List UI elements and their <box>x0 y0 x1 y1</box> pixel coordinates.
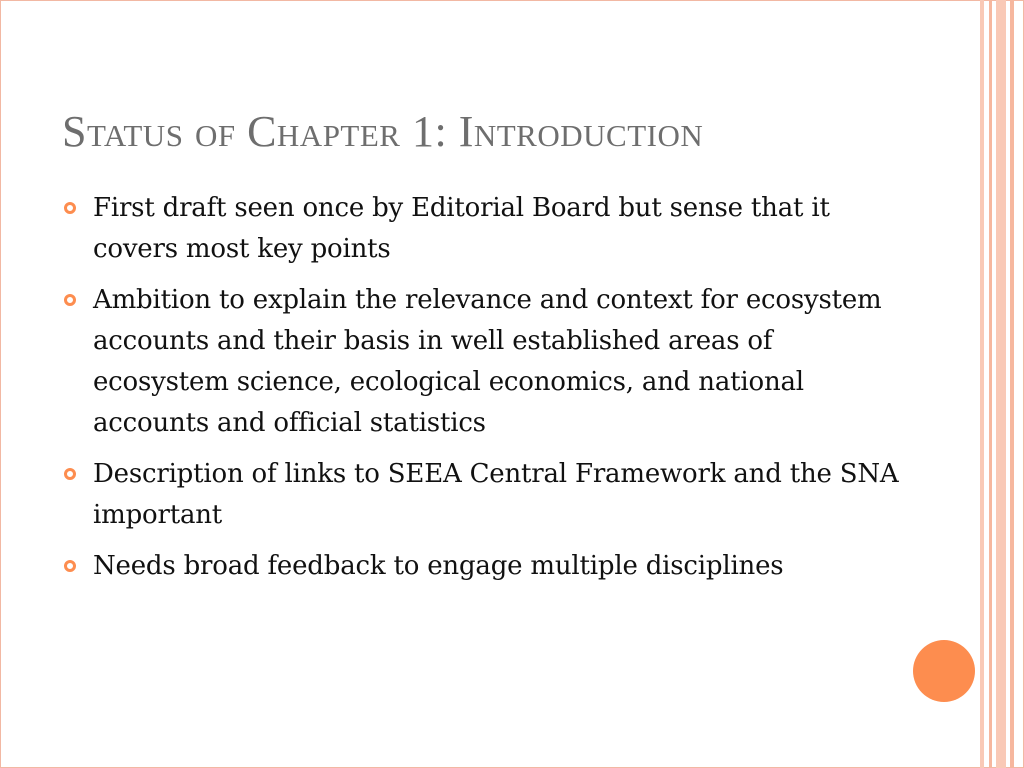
ring-bullet-icon <box>64 202 76 214</box>
bullet-text: Description of links to SEEA Central Framework and the SNA important <box>93 459 899 530</box>
bullet-list <box>62 188 902 597</box>
bullet-item <box>62 280 902 444</box>
bullet-item <box>62 454 902 536</box>
bullet-text: First draft seen once by Editorial Board but sense that it covers most key points <box>93 193 830 264</box>
bullet-text: Needs broad feedback to engage multiple disciplines <box>93 551 784 581</box>
ring-bullet-icon <box>64 560 76 572</box>
bullet-item <box>62 546 902 587</box>
ring-bullet-icon <box>64 468 76 480</box>
decorative-stripe <box>996 0 1006 768</box>
ring-bullet-icon <box>64 294 76 306</box>
bullet-text: Ambition to explain the relevance and context for ecosystem accounts and their basis in well established areas of ecosystem science, ecological economics, and national accounts and official statistics <box>93 285 882 438</box>
bullet-item <box>62 188 902 270</box>
slide-title: Status of Chapter 1: Introduction <box>62 107 704 156</box>
decorative-stripe <box>989 0 992 768</box>
decorative-stripe <box>980 0 984 768</box>
orange-circle-icon <box>913 640 975 702</box>
decorative-stripe <box>1010 0 1014 768</box>
